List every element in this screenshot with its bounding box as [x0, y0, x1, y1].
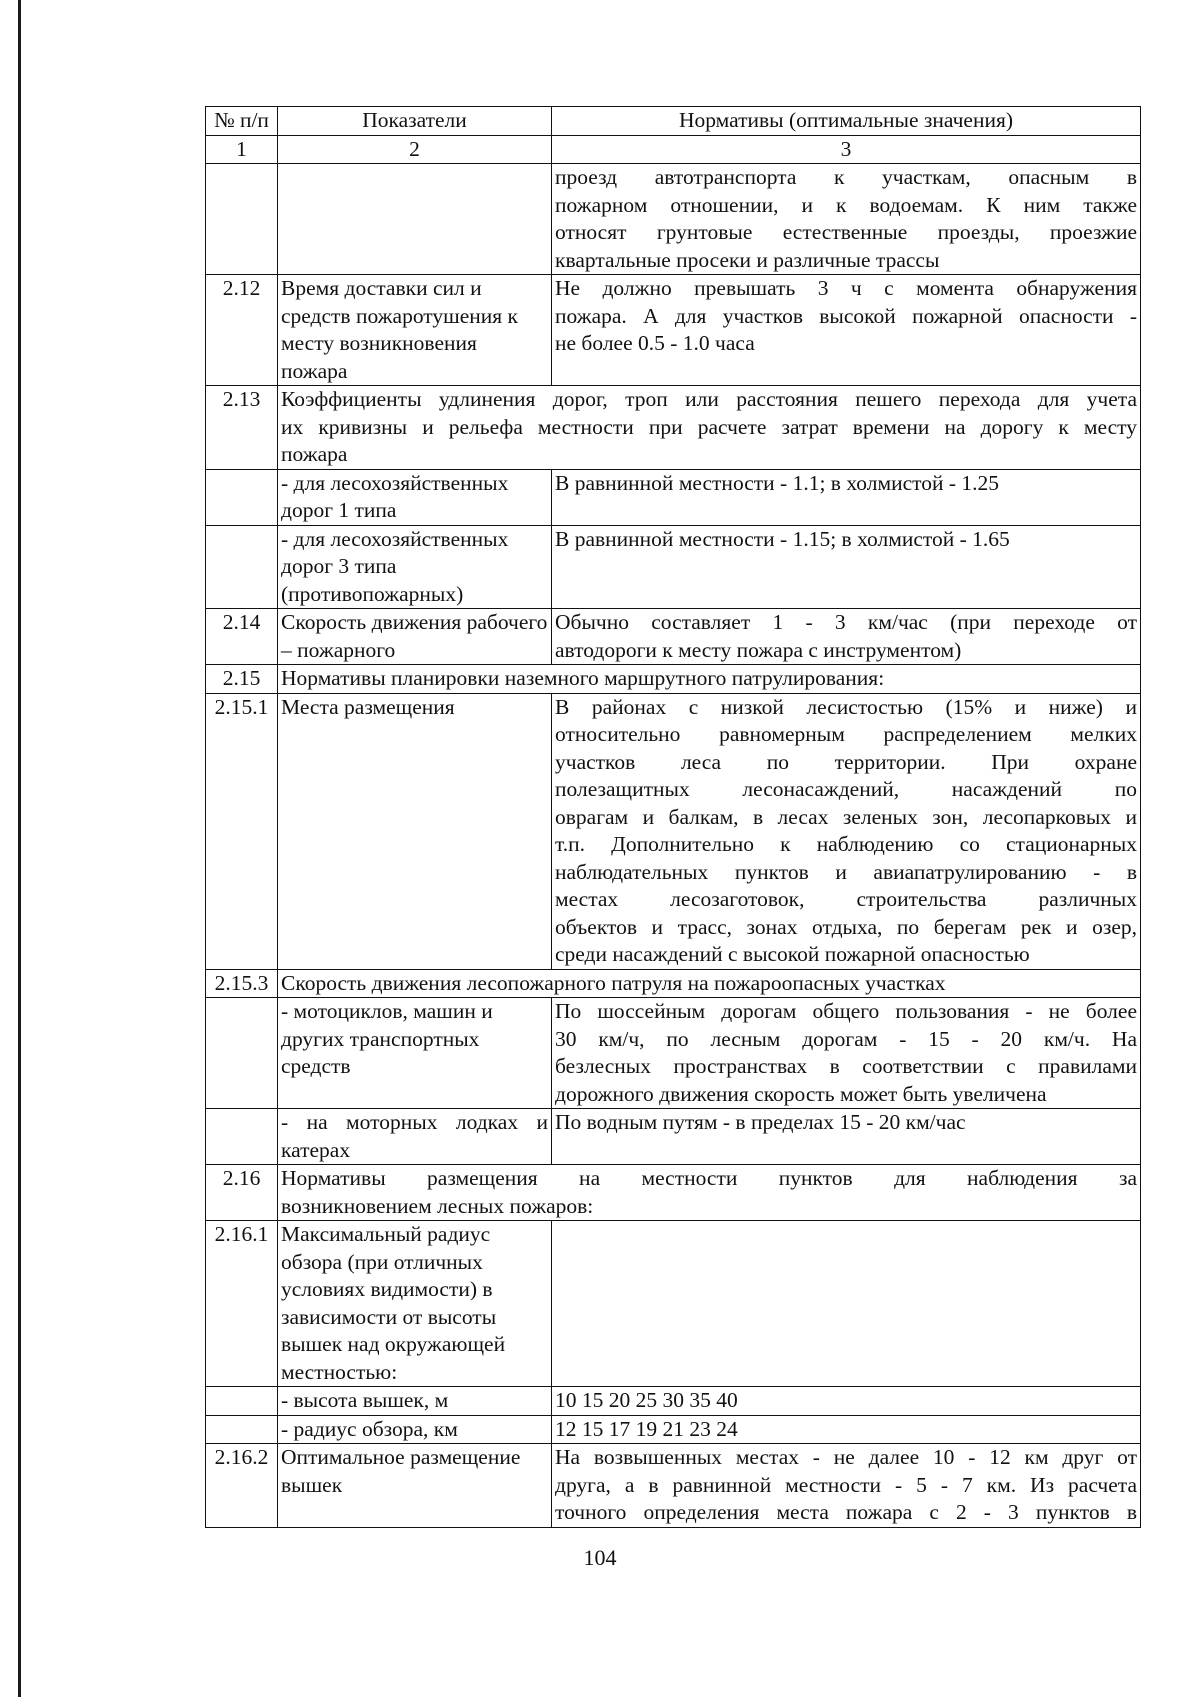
- value-line: среди насаждений с высокой пожарной опасностью: [555, 942, 1030, 966]
- value-line: проезд автотранспорта к участкам, опасным в: [555, 165, 1137, 189]
- table-numbering-row: [206, 135, 1141, 164]
- table-row: [206, 665, 1141, 694]
- scan-edge: [18, 0, 21, 1697]
- table-row: [206, 1415, 1141, 1444]
- value-line: точного определения места пожара с 2 - 3 пунктов в: [555, 1500, 1137, 1524]
- row-merged-text: [278, 386, 1141, 470]
- value-line: пожарном отношении, и к водоемам. К ним также: [555, 192, 1137, 217]
- row-indicator: Оптимальное размещение вышек: [278, 1444, 552, 1528]
- row-number: [206, 1109, 278, 1165]
- row-number: [206, 525, 278, 609]
- value-line: полезащитных лесонасаждений, насаждений по: [555, 777, 1137, 801]
- col-index-2: 2: [278, 135, 552, 164]
- row-indicator: Скорость движения рабочего – пожарного: [278, 609, 552, 665]
- row-number: 2.15.3: [206, 969, 278, 998]
- table-row: [206, 1109, 1141, 1165]
- row-number: 2.15: [206, 665, 278, 694]
- table-row: [206, 275, 1141, 386]
- value-line: По шоссейным дорогам общего пользования - не более: [555, 999, 1137, 1023]
- value-line: объектов и трасс, зонах отдыха, по берегам рек и озер,: [555, 914, 1137, 939]
- header-col-number: № п/п: [206, 107, 278, 136]
- row-indicator: - мотоциклов, машин и других транспортных средств: [278, 998, 552, 1109]
- row-value: [552, 1444, 1141, 1528]
- value-line: На возвышенных местах - не далее 10 - 12 км друг от: [555, 1445, 1137, 1469]
- row-indicator: - для лесохозяйственных дорог 3 типа (противопожарных): [278, 525, 552, 609]
- table-row: [206, 1387, 1141, 1416]
- row-number: [206, 164, 278, 275]
- table-row: [206, 1444, 1141, 1528]
- row-number: [206, 1415, 278, 1444]
- value-line: Обычно составляет 1 - 3 км/час (при переходе от: [555, 610, 1137, 634]
- value-line: относительно равномерным распределением мелких: [555, 722, 1137, 746]
- indicator-line: катерах: [281, 1137, 351, 1162]
- row-value: [552, 275, 1141, 386]
- value-line: 30 км/ч, по лесным дорогам - 15 - 20 км/ч. На: [555, 1026, 1137, 1051]
- table-row: [206, 969, 1141, 998]
- table-row: [206, 609, 1141, 665]
- row-number: 2.16: [206, 1165, 278, 1221]
- page-number: 104: [583, 1545, 617, 1570]
- row-indicator: Время доставки сил и средств пожаротушения к месту возникновения пожара: [278, 275, 552, 386]
- value-line: относят грунтовые естественные проезды, проезжие: [555, 220, 1137, 244]
- row-value: 10 15 20 25 30 35 40: [552, 1387, 1141, 1416]
- value-line: местах лесозаготовок, строительства различных: [555, 887, 1137, 911]
- value-line: дорожного движения скорость может быть увеличена: [555, 1081, 1047, 1106]
- table-header-row: [206, 107, 1141, 136]
- row-number: 2.16.2: [206, 1444, 278, 1528]
- row-indicator: [278, 1109, 552, 1165]
- row-number: [206, 1387, 278, 1416]
- table-row: [206, 1221, 1141, 1387]
- row-indicator: [278, 164, 552, 275]
- header-col-norms: Нормативы (оптимальные значения): [552, 107, 1141, 136]
- table-row: [206, 386, 1141, 470]
- row-number: 2.12: [206, 275, 278, 386]
- row-indicator: - высота вышек, м: [278, 1387, 552, 1416]
- value-line: квартальные просеки и различные трассы: [555, 247, 940, 272]
- row-number: [206, 469, 278, 525]
- row-value: По водным путям - в пределах 15 - 20 км/час: [552, 1109, 1141, 1165]
- row-value: В равнинной местности - 1.15; в холмистой - 1.65: [552, 525, 1141, 609]
- text-line: Нормативы размещения на местности пунктов для наблюдения за: [281, 1166, 1137, 1190]
- row-number: [206, 998, 278, 1109]
- row-indicator: Места размещения: [278, 693, 552, 969]
- value-line: наблюдательных пунктов и авиапатрулированию - в: [555, 859, 1137, 884]
- row-number: 2.15.1: [206, 693, 278, 969]
- text-line: пожара: [281, 442, 348, 466]
- col-index-1: 1: [206, 135, 278, 164]
- row-number: 2.13: [206, 386, 278, 470]
- norms-table: [205, 106, 1141, 1528]
- row-value: 12 15 17 19 21 23 24: [552, 1415, 1141, 1444]
- row-indicator: - радиус обзора, км: [278, 1415, 552, 1444]
- row-value: [552, 164, 1141, 275]
- row-value: В равнинной местности - 1.1; в холмистой - 1.25: [552, 469, 1141, 525]
- value-line: т.п. Дополнительно к наблюдению со стационарных: [555, 832, 1137, 856]
- table-row: [206, 525, 1141, 609]
- text-line: их кривизны и рельефа местности при расчете затрат времени на дорогу к месту: [281, 414, 1137, 439]
- text-line: возникновением лесных пожаров:: [281, 1193, 594, 1218]
- text-line: Коэффициенты удлинения дорог, троп или расстояния пешего перехода для учета: [281, 387, 1137, 411]
- row-number: 2.16.1: [206, 1221, 278, 1387]
- header-col-indicators: Показатели: [278, 107, 552, 136]
- row-merged-text: [278, 1165, 1141, 1221]
- row-indicator: - для лесохозяйственных дорог 1 типа: [278, 469, 552, 525]
- row-value: [552, 609, 1141, 665]
- value-line: оврагам и балкам, в лесах зеленых зон, лесопарковых и: [555, 804, 1137, 829]
- row-number: 2.14: [206, 609, 278, 665]
- col-index-3: 3: [552, 135, 1141, 164]
- row-value: [552, 998, 1141, 1109]
- value-line: безлесных пространствах в соответствии с правилами: [555, 1054, 1137, 1078]
- value-line: участков леса по территории. При охране: [555, 749, 1137, 774]
- value-line: друга, а в равнинной местности - 5 - 7 км. Из расчета: [555, 1472, 1137, 1497]
- value-line: автодороги к месту пожара с инструментом): [555, 637, 962, 662]
- row-merged-text: Скорость движения лесопожарного патруля на пожароопасных участках: [278, 969, 1141, 998]
- table-row: [206, 469, 1141, 525]
- row-value: [552, 1221, 1141, 1387]
- table-row: [206, 998, 1141, 1109]
- table-row: [206, 693, 1141, 969]
- value-line: пожара. А для участков высокой пожарной опасности -: [555, 303, 1137, 328]
- value-line: Не должно превышать 3 ч с момента обнаружения: [555, 276, 1137, 300]
- row-value: [552, 693, 1141, 969]
- table-row: [206, 164, 1141, 275]
- value-line: В районах с низкой лесистостью (15% и ниже) и: [555, 694, 1137, 719]
- indicator-line: - на моторных лодках и: [281, 1110, 548, 1134]
- row-merged-text: Нормативы планировки наземного маршрутного патрулирования:: [278, 665, 1141, 694]
- value-line: не более 0.5 - 1.0 часа: [555, 331, 755, 355]
- table-row: [206, 1165, 1141, 1221]
- row-indicator: Максимальный радиус обзора (при отличных условиях видимости) в зависимости от высоты вышек над окружающей местностью:: [278, 1221, 552, 1387]
